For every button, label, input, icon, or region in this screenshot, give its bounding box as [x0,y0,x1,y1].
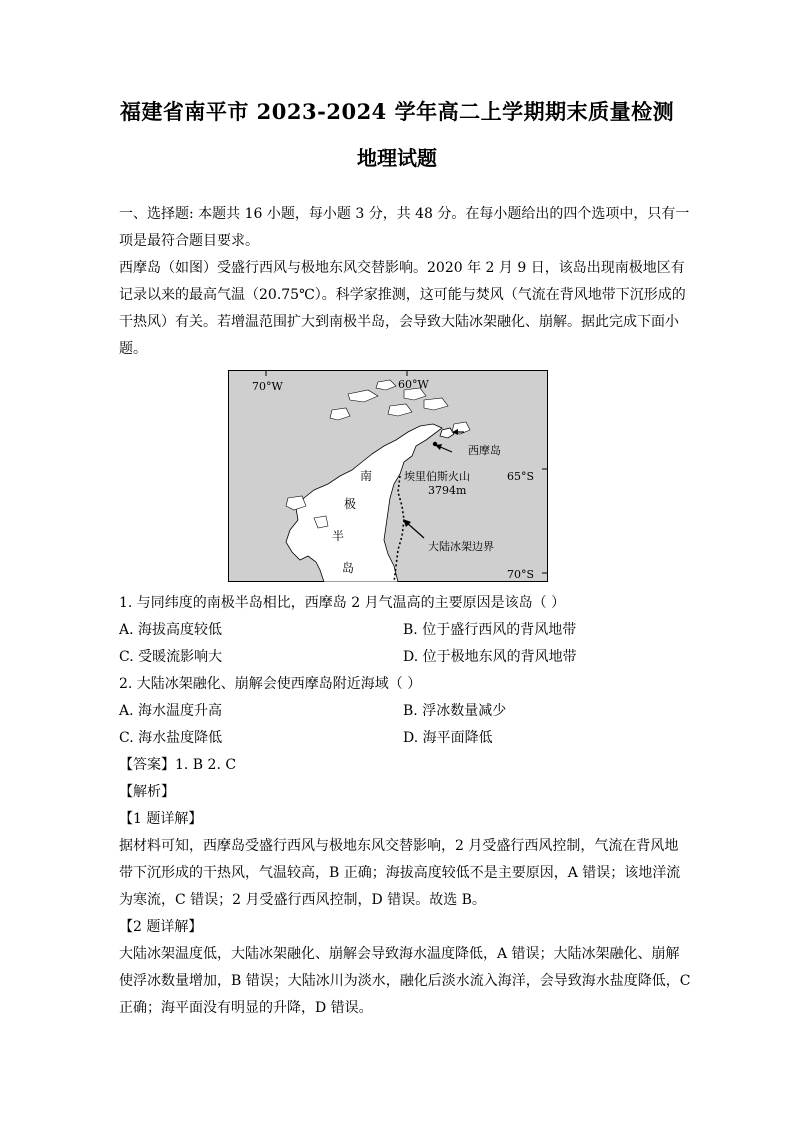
exam-subtitle: 地理试题 [357,146,437,170]
volcano-height: 3794m [428,484,467,497]
q1-option-c: C. 受暖流影响大 [119,649,223,665]
q1-option-b: B. 位于盛行西风的背风地带 [403,622,577,638]
island-label: 西摩岛 [468,444,501,457]
lat-70-label: 70°S [506,568,534,581]
answer-label: 【答案】 [119,757,175,773]
peninsula-char-2: 极 [344,497,357,511]
q1-detail-label: 【1 题详解】 [119,811,203,827]
analysis-label: 【解析】 [119,784,175,800]
q2-detail-line-2: 使浮冰数量增加，B 错误；大陆冰川为淡水，融化后淡水流入海洋，会导致海水盐度降低，C [119,973,691,989]
question-1-stem: 1. 与同纬度的南极半岛相比，西摩岛 2 月气温高的主要原因是该岛（ ） [119,595,566,611]
lon-70-label: 70°W [252,380,283,393]
lon-60-label: 60°W [398,378,429,391]
peninsula-char-1: 南 [360,469,373,483]
q2-option-c: C. 海水盐度降低 [119,730,223,746]
q1-option-d: D. 位于极地东风的背风地带 [403,649,577,665]
q1-option-a: A. 海拔高度较低 [119,622,223,638]
q2-detail-label: 【2 题详解】 [119,919,203,935]
exam-title: 福建省南平市 2023-2024 学年高二上学期期末质量检测 [119,99,675,124]
antarctic-peninsula-map [228,370,548,582]
intro-line-2: 项是最符合题目要求。 [119,233,259,249]
q2-detail-line-1: 大陆冰架温度低，大陆冰架融化、崩解会导致海水温度降低，A 错误；大陆冰架融化、崩解 [119,946,680,962]
q1-detail-line-2: 带下沉形成的干热风，气温较高，B 正确；海拔高度较低不是主要原因，A 错误；该地洋流 [119,865,681,881]
peninsula-char-4: 岛 [342,561,355,575]
volcano-label: 埃里伯斯火山 [404,470,470,483]
q2-option-b: B. 浮冰数量减少 [403,703,507,719]
q2-detail-line-3: 正确；海平面没有明显的升降，D 错误。 [119,1000,373,1016]
lat-65-label: 65°S [506,470,534,483]
answer-line [119,754,236,774]
q2-option-a: A. 海水温度升高 [119,703,223,719]
q1-detail-line-1: 据材料可知，西摩岛受盛行西风与极地东风交替影响，2 月受盛行西风控制，气流在背风地 [119,838,679,854]
q2-option-d: D. 海平面降低 [403,730,493,746]
shelf-label: 大陆冰架边界 [428,540,494,553]
material-line-1: 西摩岛（如图）受盛行西风与极地东风交替影响。2020 年 2 月 9 日，该岛出现南极地区有 [119,260,685,276]
material-line-4: 题。 [119,341,147,357]
material-line-2: 记录以来的最高气温（20.75℃）。科学家推测，这可能与焚风（气流在背风地带下沉形成的 [119,287,686,303]
answer-text: 1. B 2. C [175,757,237,773]
peninsula-char-3: 半 [332,529,345,543]
question-2-stem: 2. 大陆冰架融化、崩解会使西摩岛附近海域（ ） [119,676,422,692]
material-line-3: 干热风）有关。若增温范围扩大到南极半岛，会导致大陆冰架融化、崩解。据此完成下面小 [119,314,679,330]
intro-line-1: 一、选择题: 本题共 16 小题，每小题 3 分，共 48 分。在每小题给出的四个选项中，只有一 [119,206,690,222]
q1-detail-line-3: 为寒流，C 错误；2 月受盛行西风控制，D 错误。故选 B。 [119,892,486,908]
